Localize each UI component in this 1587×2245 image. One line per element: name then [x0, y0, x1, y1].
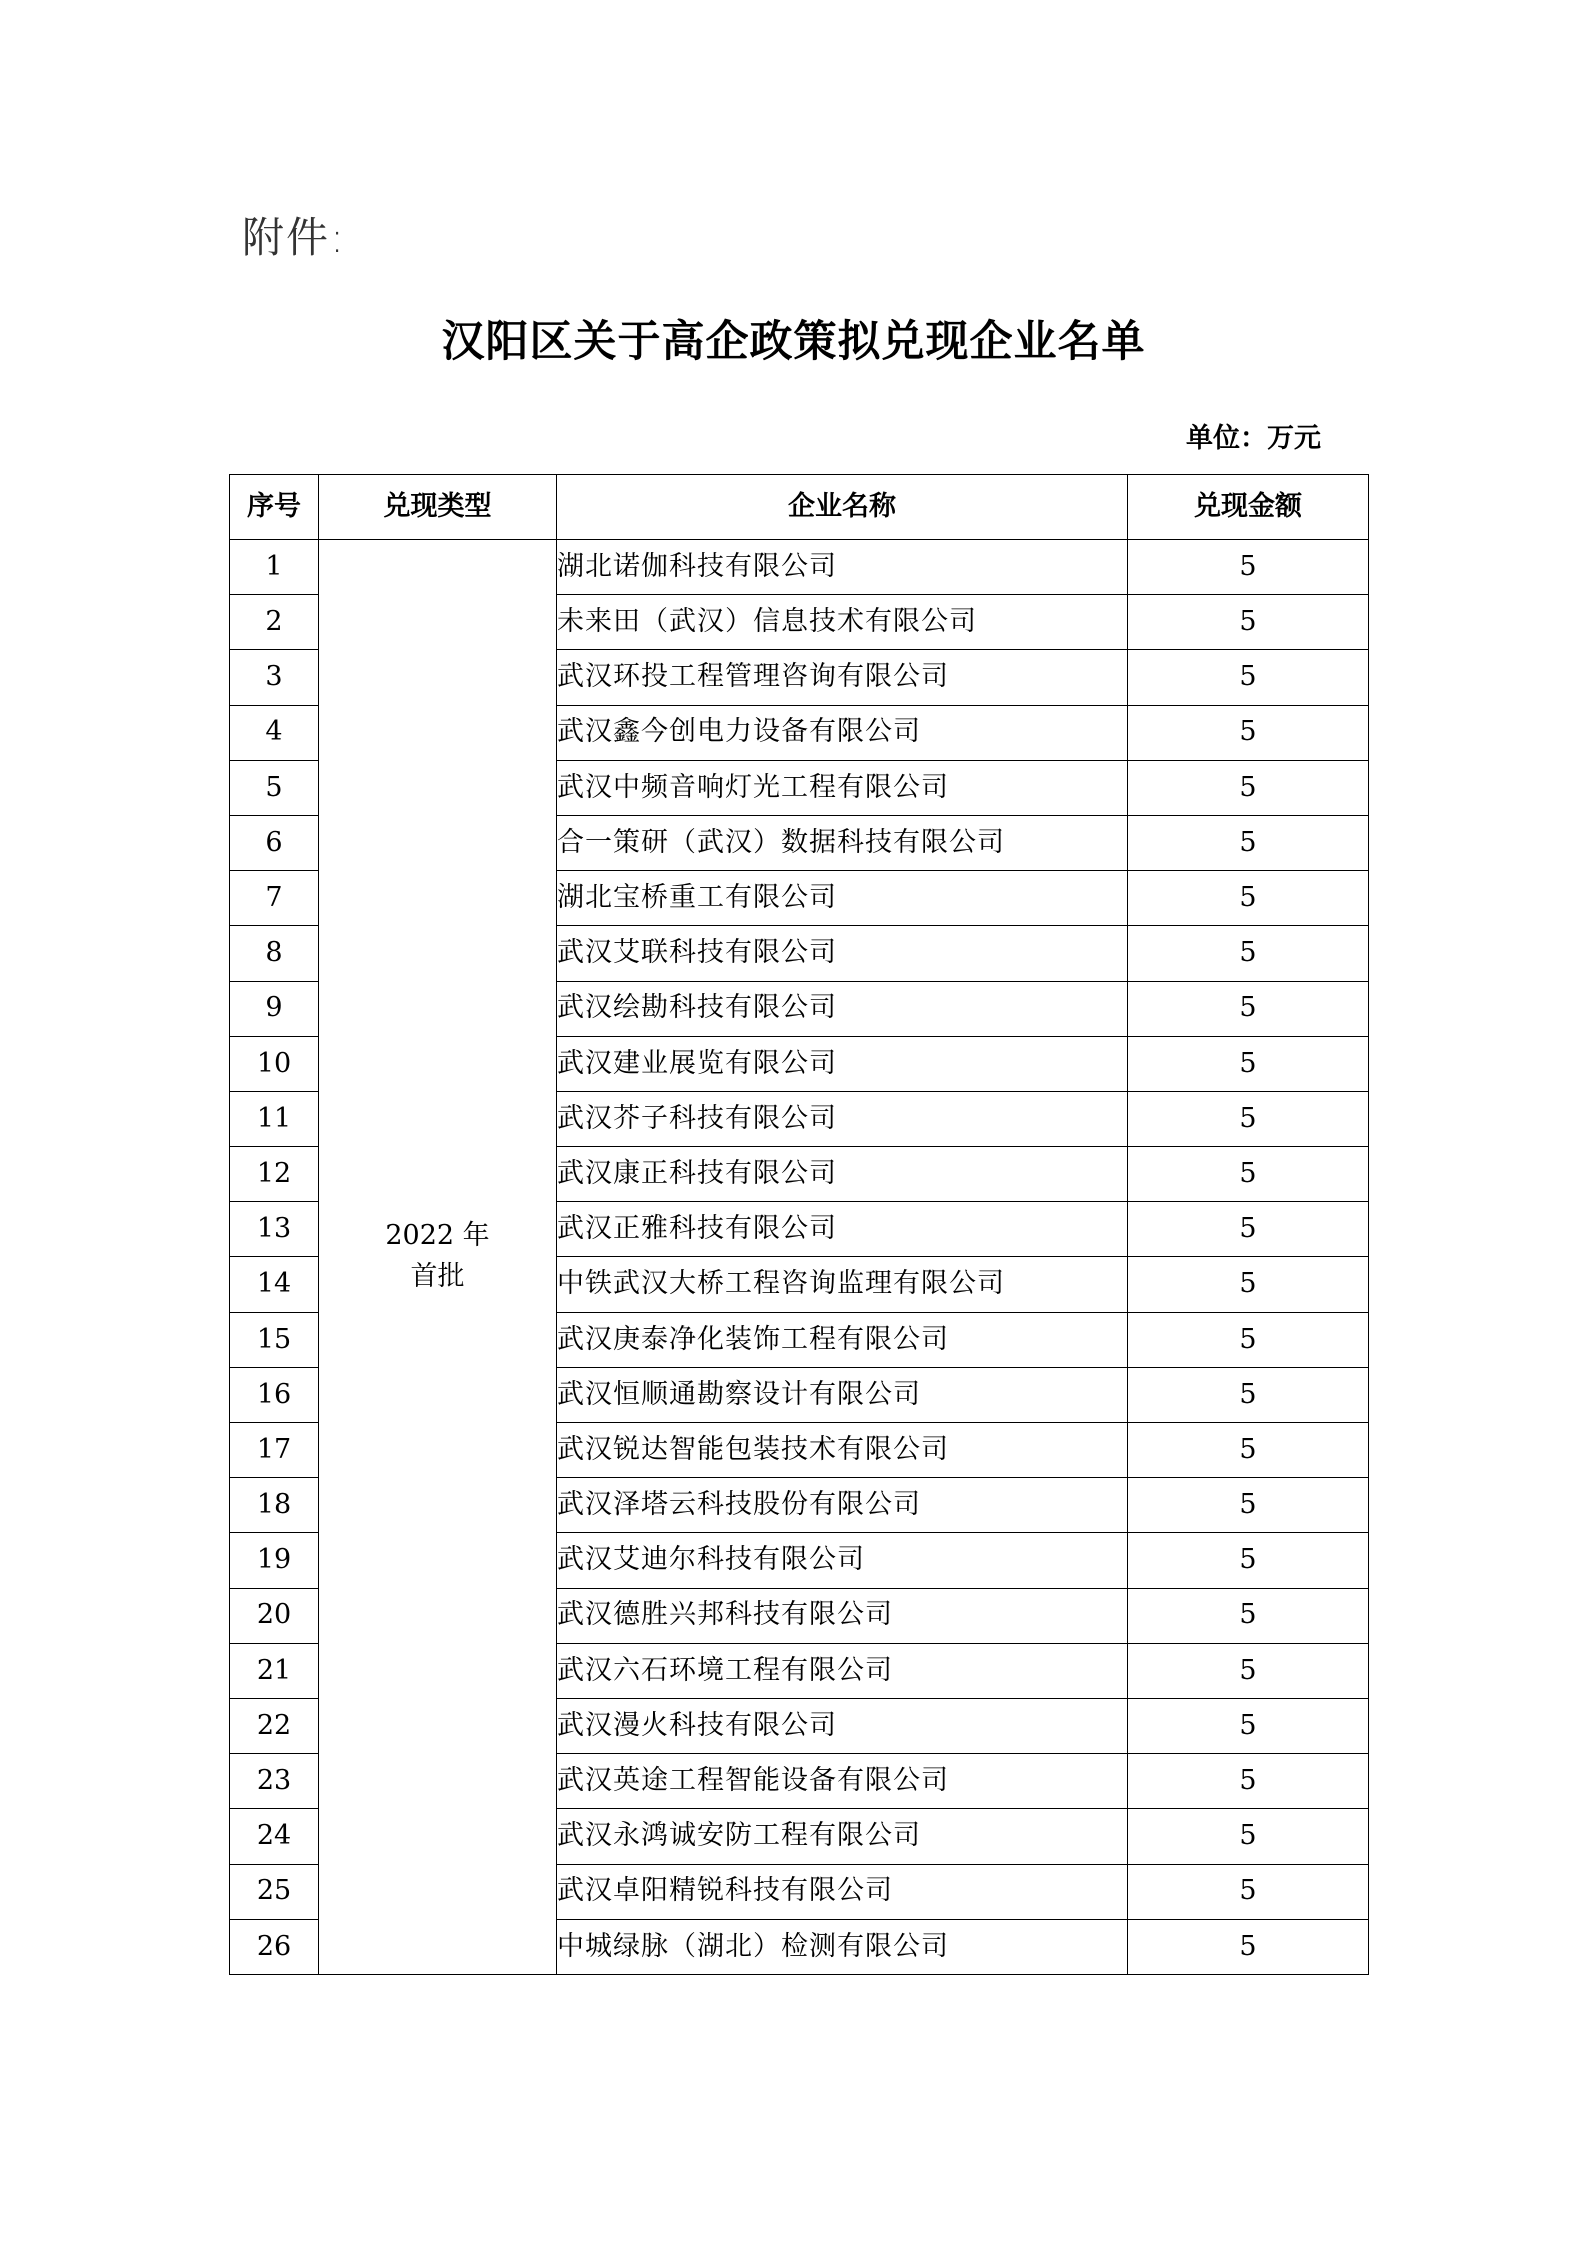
- row-serial: 15: [230, 1312, 319, 1367]
- row-company-name: 武汉德胜兴邦科技有限公司: [557, 1588, 1128, 1643]
- row-company-name: 武汉卓阳精锐科技有限公司: [557, 1864, 1128, 1919]
- row-amount: 5: [1128, 1533, 1369, 1588]
- row-amount: 5: [1128, 1919, 1369, 1974]
- table-row: [230, 540, 1369, 595]
- row-serial: 12: [230, 1147, 319, 1202]
- row-company-name: 中城绿脉（湖北）检测有限公司: [557, 1919, 1128, 1974]
- row-company-name: 湖北诺伽科技有限公司: [557, 540, 1128, 595]
- table-header-row: [230, 475, 1369, 540]
- row-amount: 5: [1128, 650, 1369, 705]
- row-serial: 7: [230, 871, 319, 926]
- row-amount: 5: [1128, 705, 1369, 760]
- row-company-name: 湖北宝桥重工有限公司: [557, 871, 1128, 926]
- header-type: 兑现类型: [319, 475, 557, 540]
- row-company-name: 武汉中频音响灯光工程有限公司: [557, 760, 1128, 815]
- unit-label: 单位：万元: [1186, 423, 1321, 454]
- row-serial: 21: [230, 1643, 319, 1698]
- row-serial: 25: [230, 1864, 319, 1919]
- row-company-name: 武汉泽塔云科技股份有限公司: [557, 1478, 1128, 1533]
- header-serial: 序号: [230, 475, 319, 540]
- row-company-name: 武汉漫火科技有限公司: [557, 1698, 1128, 1753]
- redemption-type-cell: [319, 540, 557, 1975]
- row-serial: 10: [230, 1036, 319, 1091]
- row-serial: 24: [230, 1809, 319, 1864]
- row-amount: 5: [1128, 1036, 1369, 1091]
- enterprise-table: [229, 474, 1369, 1975]
- row-amount: 5: [1128, 1257, 1369, 1312]
- row-company-name: 武汉锐达智能包装技术有限公司: [557, 1423, 1128, 1478]
- row-amount: 5: [1128, 540, 1369, 595]
- row-amount: 5: [1128, 1091, 1369, 1146]
- row-serial: 11: [230, 1091, 319, 1146]
- row-amount: 5: [1128, 1864, 1369, 1919]
- row-amount: 5: [1128, 1312, 1369, 1367]
- table-body: [230, 540, 1369, 1975]
- row-serial: 18: [230, 1478, 319, 1533]
- row-amount: 5: [1128, 1202, 1369, 1257]
- row-serial: 17: [230, 1423, 319, 1478]
- row-company-name: 武汉建业展览有限公司: [557, 1036, 1128, 1091]
- row-amount: 5: [1128, 926, 1369, 981]
- document-title: 汉阳区关于高企政策拟兑现企业名单: [441, 317, 1146, 367]
- row-company-name: 合一策研（武汉）数据科技有限公司: [557, 815, 1128, 870]
- row-company-name: 武汉芥子科技有限公司: [557, 1091, 1128, 1146]
- attachment-label: 附件:: [242, 213, 347, 262]
- row-company-name: 武汉英途工程智能设备有限公司: [557, 1754, 1128, 1809]
- header-company: 企业名称: [557, 475, 1128, 540]
- row-serial: 23: [230, 1754, 319, 1809]
- row-company-name: 武汉正雅科技有限公司: [557, 1202, 1128, 1257]
- row-serial: 16: [230, 1367, 319, 1422]
- row-amount: 5: [1128, 1643, 1369, 1698]
- row-amount: 5: [1128, 981, 1369, 1036]
- row-amount: 5: [1128, 1423, 1369, 1478]
- row-company-name: 武汉绘勘科技有限公司: [557, 981, 1128, 1036]
- row-serial: 20: [230, 1588, 319, 1643]
- row-company-name: 武汉鑫今创电力设备有限公司: [557, 705, 1128, 760]
- row-serial: 5: [230, 760, 319, 815]
- row-amount: 5: [1128, 760, 1369, 815]
- row-serial: 22: [230, 1698, 319, 1753]
- row-company-name: 武汉艾迪尔科技有限公司: [557, 1533, 1128, 1588]
- row-serial: 19: [230, 1533, 319, 1588]
- row-amount: 5: [1128, 595, 1369, 650]
- row-company-name: 武汉永鸿诚安防工程有限公司: [557, 1809, 1128, 1864]
- row-serial: 26: [230, 1919, 319, 1974]
- row-amount: 5: [1128, 1367, 1369, 1422]
- row-amount: 5: [1128, 1809, 1369, 1864]
- row-amount: 5: [1128, 1754, 1369, 1809]
- header-amount: 兑现金额: [1128, 475, 1369, 540]
- row-company-name: 武汉恒顺通勘察设计有限公司: [557, 1367, 1128, 1422]
- row-amount: 5: [1128, 1698, 1369, 1753]
- row-amount: 5: [1128, 1588, 1369, 1643]
- row-amount: 5: [1128, 871, 1369, 926]
- row-serial: 13: [230, 1202, 319, 1257]
- row-company-name: 中铁武汉大桥工程咨询监理有限公司: [557, 1257, 1128, 1312]
- row-serial: 2: [230, 595, 319, 650]
- row-serial: 9: [230, 981, 319, 1036]
- redemption-type-year: 2022 年: [385, 1220, 490, 1252]
- row-amount: 5: [1128, 1478, 1369, 1533]
- row-serial: 8: [230, 926, 319, 981]
- row-company-name: 武汉庚泰净化装饰工程有限公司: [557, 1312, 1128, 1367]
- row-serial: 4: [230, 705, 319, 760]
- row-company-name: 武汉艾联科技有限公司: [557, 926, 1128, 981]
- row-serial: 1: [230, 540, 319, 595]
- row-amount: 5: [1128, 1147, 1369, 1202]
- row-company-name: 武汉环投工程管理咨询有限公司: [557, 650, 1128, 705]
- row-serial: 14: [230, 1257, 319, 1312]
- row-serial: 6: [230, 815, 319, 870]
- row-amount: 5: [1128, 815, 1369, 870]
- row-company-name: 未来田（武汉）信息技术有限公司: [557, 595, 1128, 650]
- row-company-name: 武汉康正科技有限公司: [557, 1147, 1128, 1202]
- redemption-type-batch: 首批: [410, 1260, 465, 1292]
- row-serial: 3: [230, 650, 319, 705]
- row-company-name: 武汉六石环境工程有限公司: [557, 1643, 1128, 1698]
